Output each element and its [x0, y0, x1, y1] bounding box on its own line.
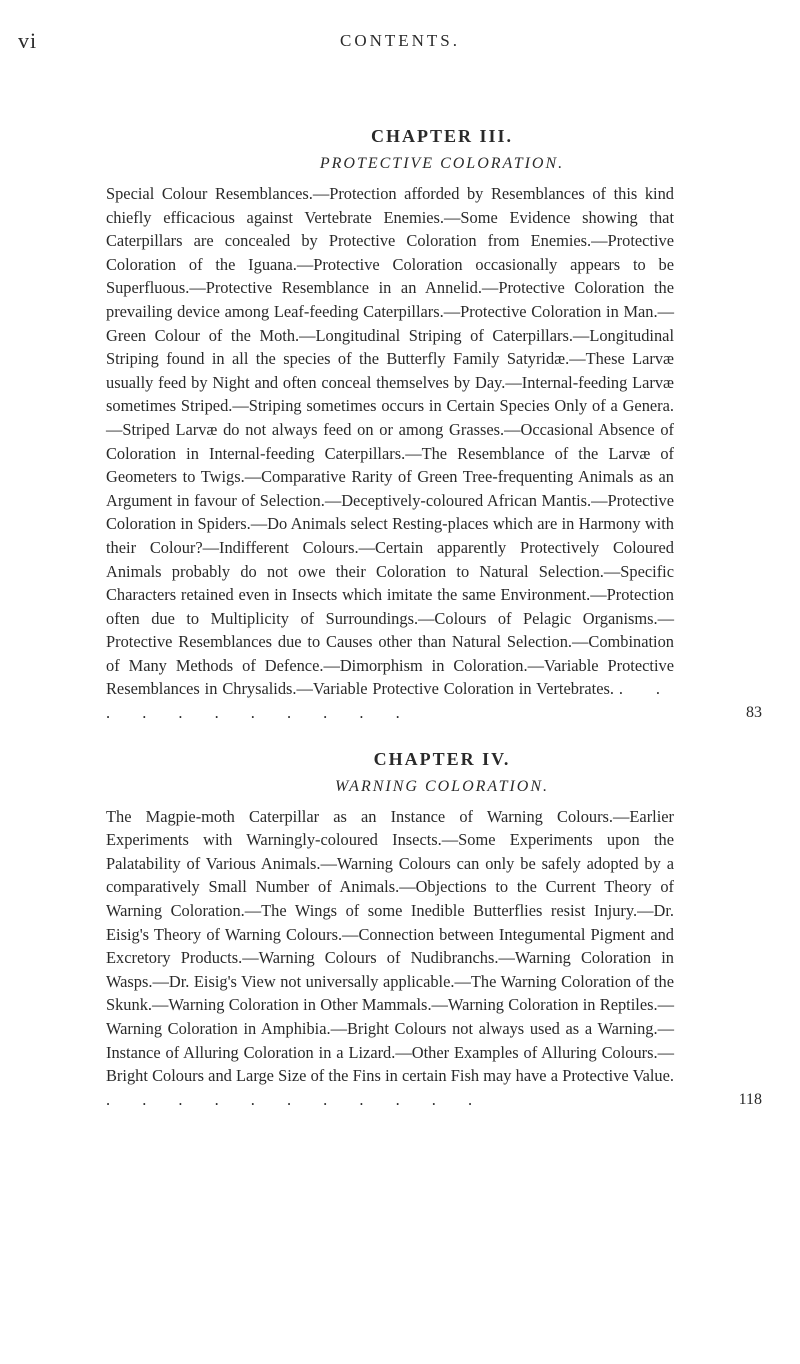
running-head: [18, 28, 782, 58]
chapter-entry-4: [106, 747, 778, 1112]
chapter-summary-text: The Magpie-moth Caterpillar as an Instance of Warning Colours.—Earlier Experiments with Warningly-coloured Insects.—Some Experiments upon the Palatability of Various Animals.—Warning Colours can only be safely adopted by a comparatively Small Number of Animals.—Objections to the Current Theory of Warning Coloration.—The Wings of some Inedible Butterflies resist Injury.—Dr. Eisig's Theory of Warning Colours.—Connection between Integumental Pigment and Excretory Products.—Warning Colours of Nudibranchs.—Warning Coloration in Wasps.—Dr. Eisig's View not universally applicable.—The Warning Coloration of the Skunk.—Warning Coloration in Other Mammals.—Warning Coloration in Reptiles.—Warning Coloration in Amphibia.—Bright Colours not always used as a Warning.—Instance of Alluring Coloration in a Lizard.—Other Examples of Alluring Colours.—Bright Colours and Large Size of the Fins in certain Fish may have a Protective Value.: [106, 806, 674, 1086]
contents-body: [106, 124, 778, 1111]
dot-leaders: . . . . . . . . . . .: [106, 1089, 487, 1109]
dot-leaders: . . . . . . . . . . .: [106, 679, 674, 723]
chapter-summary: [106, 805, 762, 1112]
chapter-summary: [106, 182, 762, 725]
chapter-heading: CHAPTER III.: [370, 126, 514, 146]
page-number: vi: [18, 28, 38, 53]
chapter-summary-text: Special Colour Resemblances.—Protection afforded by Resemblances of this kind chiefly efficacious against Vertebrate Enemies.—Some Evidence showing that Caterpillars are concealed by Protective Coloration from Enemies.—Protective Coloration of the Iguana.—Protective Coloration occasionally appears to be Superfluous.—Protective Resemblance in an Annelid.—Protective Coloration the prevailing device among Leaf-feeding Caterpillars.—Protective Coloration in Man.—Green Colour of the Moth.—Longitudinal Striping of Caterpillars.—Longitudinal Striping found in all the species of the Butterfly Family Satyridæ.—These Larvæ usually feed by Night and often conceal themselves by Day.—Internal-feeding Larvæ sometimes Striped.—Striping sometimes occurs in Certain Species Only of a Genera.—Striped Larvæ do not always feed on or among Grasses.—Occasional Absence of Coloration in Internal-feeding Caterpillars.—The Resemblance of the Larvæ of Geometers to Twigs.—Comparative Rarity of Green Tree-frequenting Animals as an Argument in favour of Selection.—Deceptively-coloured African Mantis.—Protective Coloration in Spiders.—Do Animals select Resting-places which are in Harmony with their Colour?—Indifferent Colours.—Certain apparently Protectively Coloured Animals probably do not owe their Coloration to Natural Selection.—Specific Characters retained even in Insects which imitate the same Environment.—Protection often due to Multiplicity of Surroundings.—Colours of Pelagic Organisms.—Protective Resemblances due to Causes other than Natural Selection.—Combination of Many Methods of Defence.—Dimorphism in Coloration.—Variable Protective Resemblances in Chrysalids.—Variable Protective Coloration in Vertebrates.: [106, 184, 674, 699]
chapter-entry-3: [106, 124, 778, 725]
chapter-heading: CHAPTER IV.: [373, 748, 511, 769]
chapter-subtitle: WARNING COLORATION.: [334, 777, 550, 795]
page-reference: 83: [746, 704, 762, 722]
page-reference: 118: [738, 1090, 762, 1108]
chapter-subtitle: PROTECTIVE COLORATION.: [319, 155, 565, 172]
running-title: CONTENTS.: [339, 31, 461, 50]
